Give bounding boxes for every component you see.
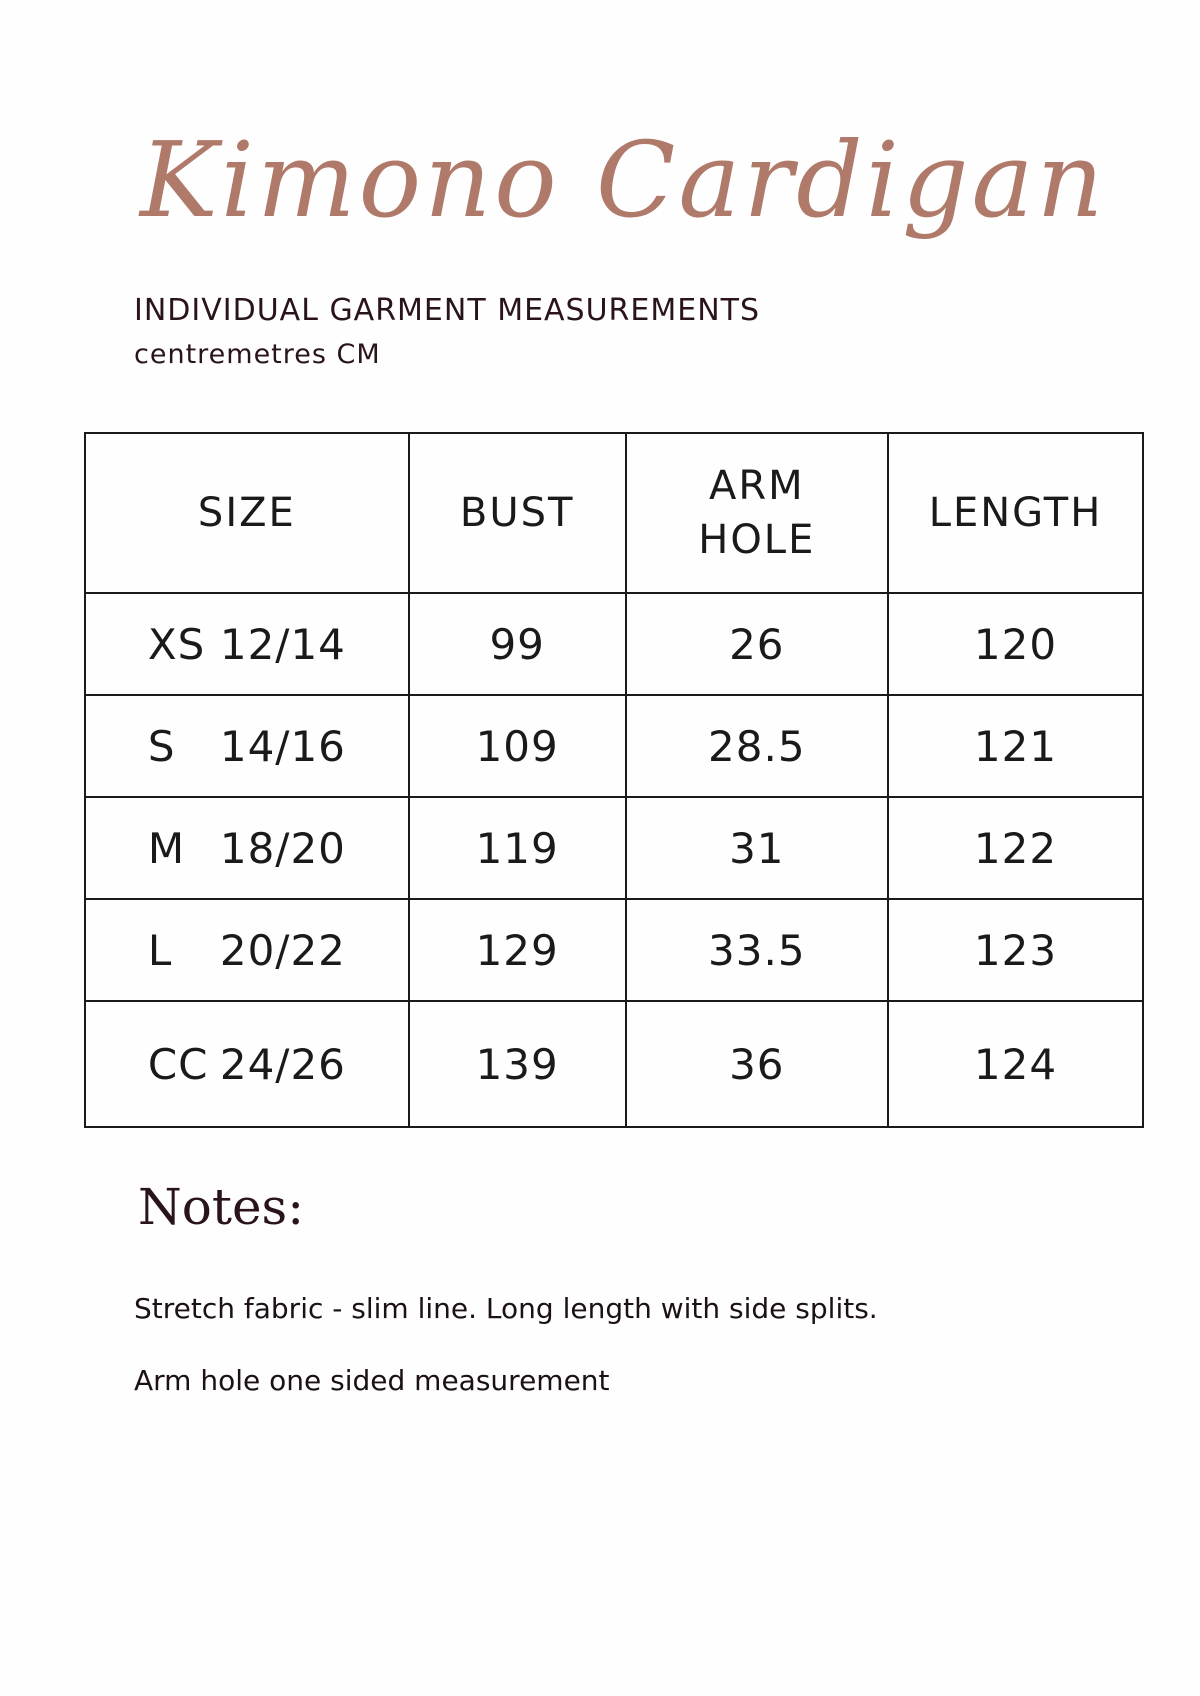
table-row	[85, 797, 1143, 899]
size-cell	[85, 797, 409, 899]
size-range: 18/20	[219, 823, 346, 873]
length-cell: 121	[888, 695, 1143, 797]
size-cell	[85, 695, 409, 797]
notes-heading: Notes:	[138, 1178, 305, 1236]
size-cell	[85, 1001, 409, 1127]
column-header-length: LENGTH	[888, 433, 1143, 593]
length-cell: 124	[888, 1001, 1143, 1127]
units-label: centremetres CM	[134, 339, 381, 370]
length-cell: 122	[888, 797, 1143, 899]
column-header-bust: BUST	[409, 433, 626, 593]
column-header-arm-hole: ARM HOLE	[626, 433, 888, 593]
size-range: 24/26	[219, 1039, 346, 1089]
table-row	[85, 1001, 1143, 1127]
size-range: 14/16	[219, 721, 346, 771]
note-item: Stretch fabric - slim line. Long length with side splits.	[134, 1292, 878, 1325]
note-item: Arm hole one sided measurement	[134, 1364, 610, 1397]
table-row	[85, 593, 1143, 695]
size-code: XS	[147, 619, 206, 669]
table-header-row	[85, 433, 1143, 593]
arm-hole-cell: 31	[626, 797, 888, 899]
bust-cell: 119	[409, 797, 626, 899]
size-range: 20/22	[219, 925, 346, 975]
page-subtitle: INDIVIDUAL GARMENT MEASUREMENTS	[134, 293, 761, 328]
size-code: L	[147, 925, 173, 975]
size-cell	[85, 899, 409, 1001]
page-title: Kimono Cardigan	[140, 119, 1107, 241]
table-row	[85, 695, 1143, 797]
table-row	[85, 899, 1143, 1001]
column-header-size: SIZE	[85, 433, 409, 593]
arm-hole-cell: 26	[626, 593, 888, 695]
bust-cell: 99	[409, 593, 626, 695]
arm-hole-cell: 33.5	[626, 899, 888, 1001]
length-cell: 123	[888, 899, 1143, 1001]
size-code: CC	[147, 1039, 209, 1089]
bust-cell: 139	[409, 1001, 626, 1127]
size-code: S	[147, 721, 176, 771]
size-code: M	[147, 823, 186, 873]
arm-hole-cell: 36	[626, 1001, 888, 1127]
bust-cell: 109	[409, 695, 626, 797]
arm-hole-cell: 28.5	[626, 695, 888, 797]
bust-cell: 129	[409, 899, 626, 1001]
length-cell: 120	[888, 593, 1143, 695]
measurements-table	[84, 432, 1144, 1128]
size-range: 12/14	[219, 619, 346, 669]
size-cell	[85, 593, 409, 695]
